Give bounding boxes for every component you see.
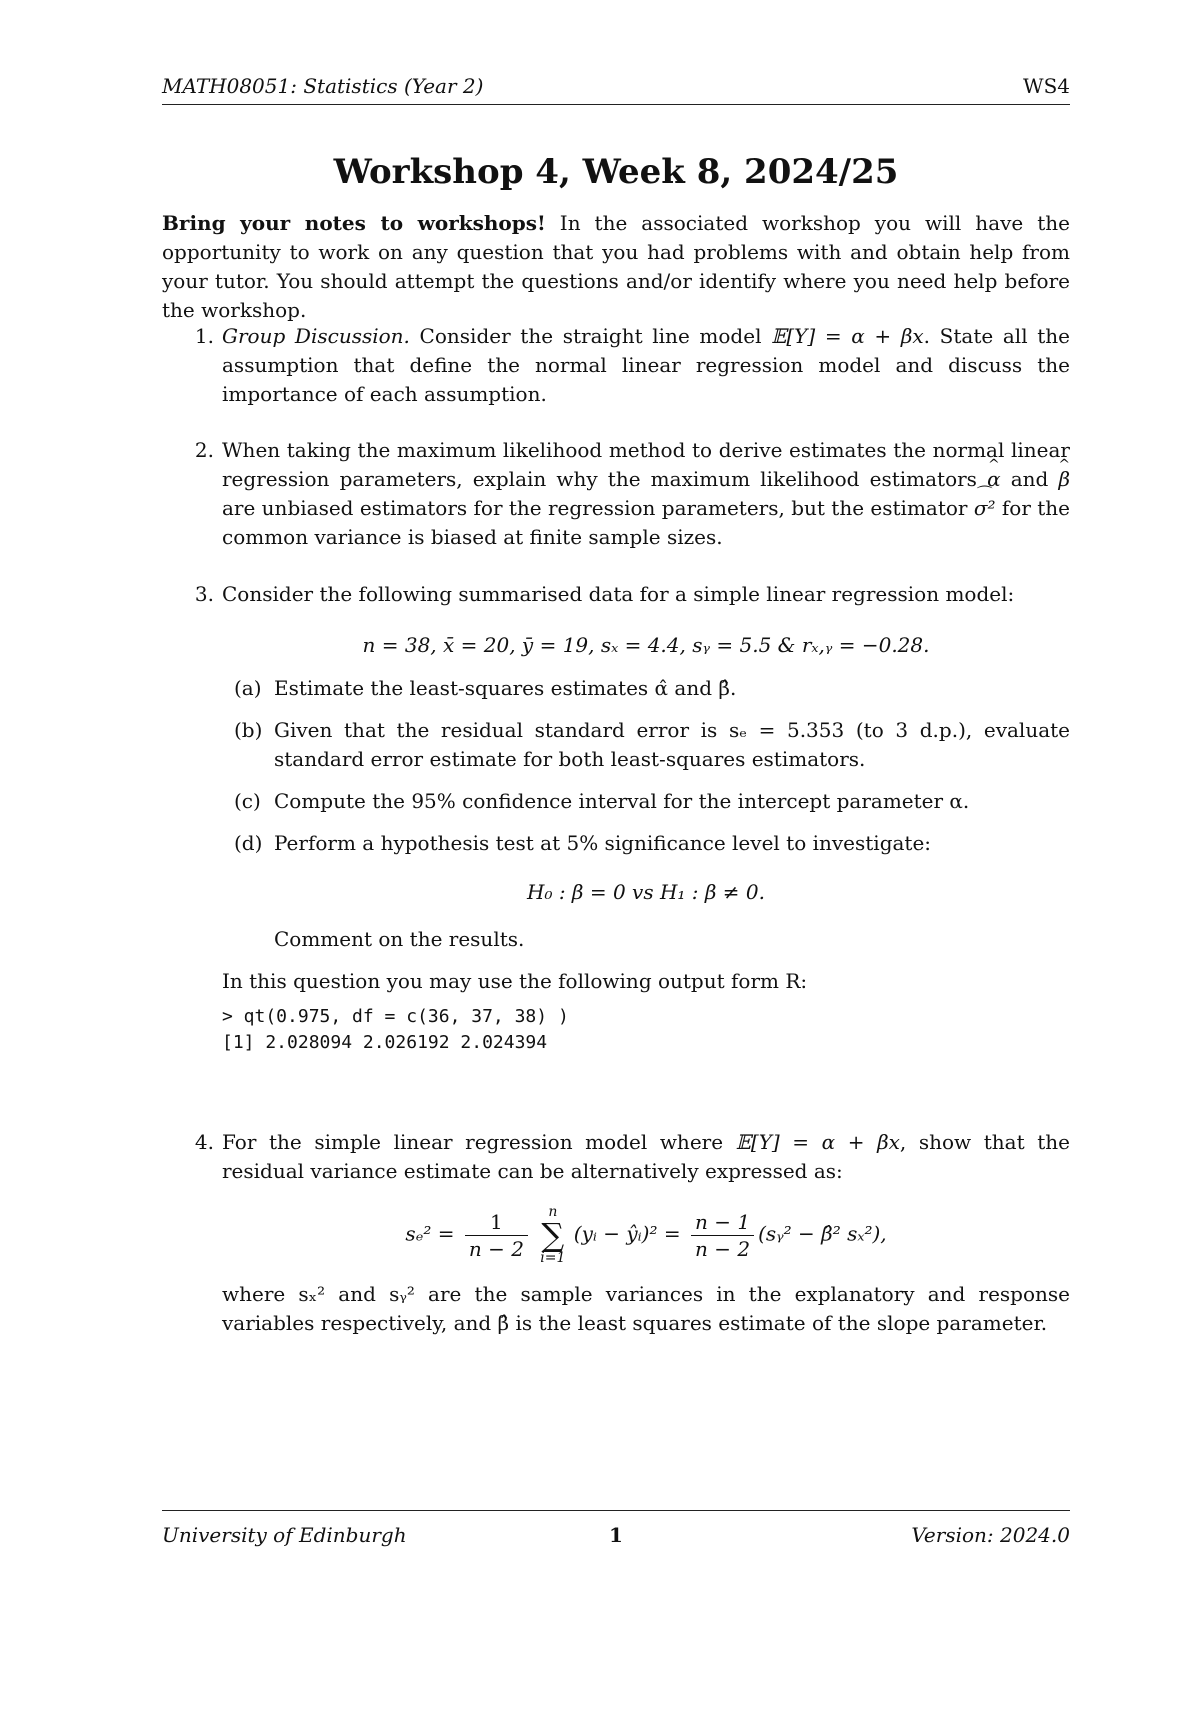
q3-summary: n = 38, x̄ = 20, ȳ = 19, sₓ = 4.4, sᵧ = 5.5 & rₓ,ᵧ = −0.28. <box>362 633 930 657</box>
part-text: Perform a hypothesis test at 5% significance level to investigate: <box>274 831 932 855</box>
intro-bold: Bring your notes to workshops! <box>162 211 546 235</box>
r-code-line-2: [1] 2.028094 2.026192 2.024394 <box>222 1032 548 1053</box>
page-title: Workshop 4, Week 8, 2024/25 <box>333 152 899 192</box>
part-label: (b) <box>234 718 263 742</box>
question-number: 3. <box>194 582 214 606</box>
q2-text-c: for the common variance is biased at finite sample sizes. <box>222 496 1070 549</box>
part-text: Compute the 95% confidence interval for the intercept parameter α. <box>274 789 970 813</box>
intro-paragraph <box>162 209 1070 325</box>
version: Version: 2024.0 <box>911 1523 1070 1547</box>
q3-text: Consider the following summarised data for a simple linear regression model: <box>222 582 1015 606</box>
frac1-num: 1 <box>465 1209 528 1236</box>
question-number: 1. <box>194 324 214 348</box>
part-label: (a) <box>234 676 262 700</box>
part-d <box>222 829 1070 954</box>
course-code: MATH08051: Statistics (Year 2) <box>162 74 484 98</box>
q1-lead: Group Discussion. <box>222 324 410 348</box>
part-b <box>222 716 1070 774</box>
r-intro: In this question you may use the following output form R: <box>222 969 808 993</box>
page-header <box>162 70 1070 105</box>
q2-text-a: When taking the maximum likelihood method to derive estimates the normal linear regression parameters, explain why the maximum likelihood estimators <box>222 438 1070 491</box>
fraction-2 <box>691 1209 754 1262</box>
question-number: 2. <box>194 438 214 462</box>
q1-text-b: . State all the assumption that define the normal linear regression model and discuss the importance of each assumption. <box>222 324 1070 406</box>
eq-lhs: sₑ² <box>405 1221 432 1246</box>
r-code-line-1: > qt(0.975, df = c(36, 37, 38) ) <box>222 1006 569 1027</box>
frac1-den: n − 2 <box>468 1236 524 1261</box>
question-4 <box>194 1128 1070 1338</box>
fraction-1 <box>465 1209 528 1262</box>
q4-model: 𝔼[Y] = α + βx <box>735 1130 900 1154</box>
eq-equals-2: = <box>663 1221 681 1246</box>
part-label: (c) <box>234 789 261 813</box>
question-number: 4. <box>194 1130 214 1154</box>
sum-bottom: i=1 <box>540 1250 566 1266</box>
part-a <box>222 674 1070 703</box>
q4-text-b: , show that the residual variance estimate can be alternatively expressed as: <box>222 1130 1070 1183</box>
q2-text-b: are unbiased estimators for the regression parameters, but the estimator <box>222 496 974 520</box>
comment: Comment on the results. <box>274 927 525 951</box>
question-1 <box>194 322 1070 409</box>
summation <box>540 1204 565 1266</box>
eq-term-1: (yᵢ − ŷᵢ)² <box>573 1221 658 1246</box>
q1-model: 𝔼[Y] = α + βx <box>771 324 924 348</box>
part-c <box>222 787 1070 816</box>
part-text: Estimate the least-squares estimates α̂ and β̂. <box>274 676 737 700</box>
page-footer <box>162 1510 1070 1559</box>
eq-equals-1: = <box>437 1221 455 1246</box>
worksheet-code: WS4 <box>1023 74 1070 98</box>
eq-term-2: (sᵧ² − β̂² sₓ²), <box>758 1221 887 1246</box>
sigma-squared-hat: ⌒ σ² <box>974 494 996 523</box>
intro-text: In the associated workshop you will have the opportunity to work on any question that you had problems with and obtain help from your tutor. You should attempt the questions and/or identify where you need help before the workshop. <box>162 211 1070 322</box>
sigma-icon: ∑ <box>541 1216 565 1254</box>
variance-equation <box>222 1204 1070 1266</box>
hypothesis: H₀ : β = 0 vs H₁ : β ≠ 0. <box>527 880 765 904</box>
frac2-num: n − 1 <box>691 1209 754 1236</box>
q4-text-a: For the simple linear regression model where <box>222 1130 736 1154</box>
q2-and: and <box>1000 467 1059 491</box>
q4-closing: where sₓ² and sᵧ² are the sample variances in the explanatory and response variables respectively, and β̂ is the least squares estimate of the slope parameter. <box>222 1282 1070 1335</box>
question-3 <box>194 580 1070 1056</box>
sum-top: n <box>548 1204 558 1220</box>
question-2 <box>194 436 1070 552</box>
institution: University of Edinburgh <box>162 1523 407 1547</box>
part-label: (d) <box>234 831 263 855</box>
q1-text-a: Consider the straight line model <box>409 324 772 348</box>
alpha-hat: ^ α <box>987 465 1001 494</box>
beta-hat: ^ β <box>1058 465 1070 494</box>
page-number: 1 <box>609 1523 623 1547</box>
part-text: Given that the residual standard error is sₑ = 5.353 (to 3 d.p.), evaluate standard error estimate for both least-squares estimators. <box>274 718 1070 771</box>
frac2-den: n − 2 <box>695 1236 751 1261</box>
